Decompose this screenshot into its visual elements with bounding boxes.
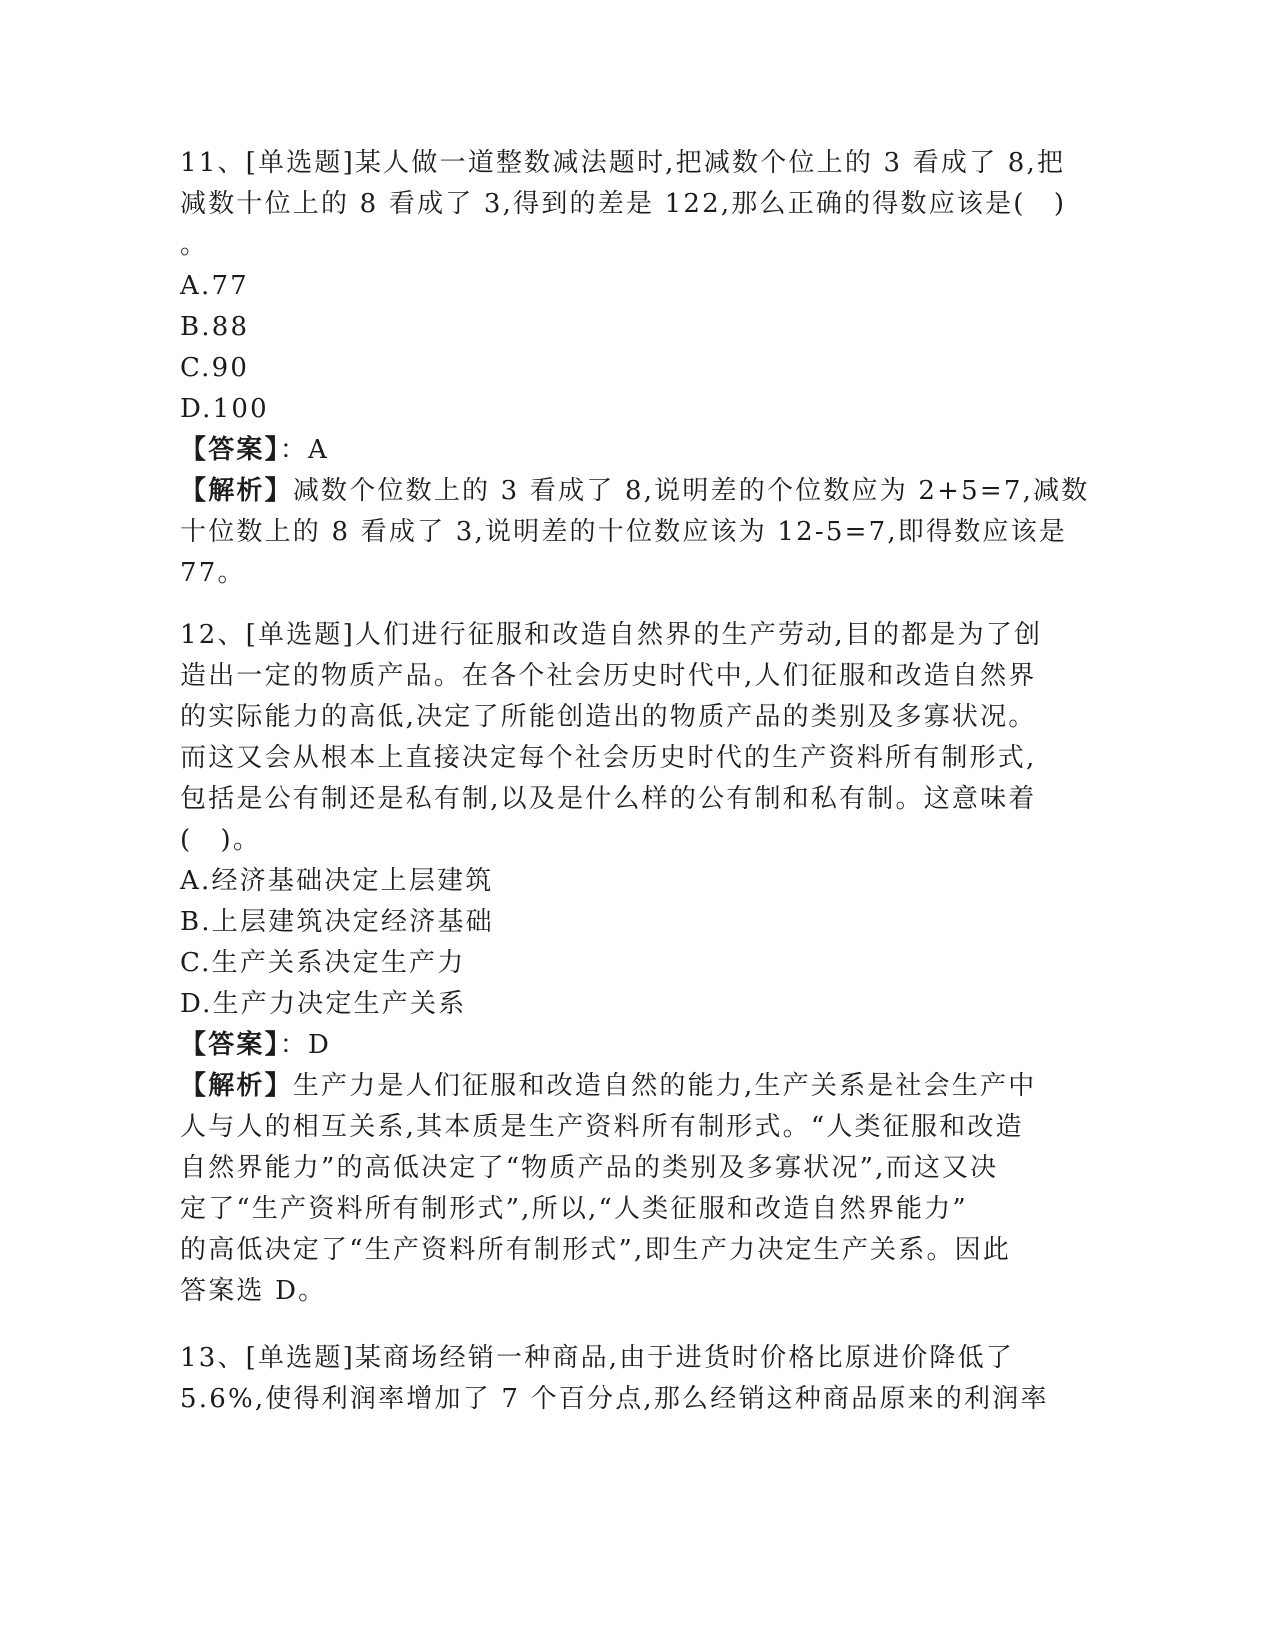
question-11-option-d: D.100 (180, 394, 269, 424)
question-12-analysis-line-1 (180, 1069, 1050, 1103)
answer-separator: ： (279, 435, 309, 465)
question-13-stem-line-2: 5.6%,使得利润率增加了 7 个百分点,那么经销这种商品原来的利润率 (180, 1384, 1049, 1414)
question-12-stem-line-4: 而这又会从根本上直接决定每个社会历史时代的生产资料所有制形式, (180, 743, 1037, 773)
analysis-text: 生产力是人们征服和改造自然的能力,生产关系是社会生产中 (292, 1071, 1037, 1101)
question-12-stem-line-1: 12、[单选题]人们进行征服和改造自然界的生产劳动,目的都是为了创 (180, 620, 1043, 650)
question-13-stem-line-1: 13、[单选题]某商场经销一种商品,由于进货时价格比原进价降低了 (180, 1343, 1015, 1373)
question-12-option-a: A.经济基础决定上层建筑 (180, 866, 494, 896)
question-11-analysis-line-3: 77。 (180, 558, 246, 588)
question-11-option-c: C.90 (180, 353, 250, 383)
question-11-analysis-line-1 (180, 474, 1090, 508)
answer-value: D (308, 1030, 332, 1060)
question-12-stem-line-3: 的实际能力的高低,决定了所能创造出的物质产品的类别及多寡状况。 (180, 702, 1037, 732)
answer-value: A (308, 435, 329, 465)
analysis-text: 减数个位数上的 3 看成了 8,说明差的个位数应为 2+5=7,减数 (292, 476, 1090, 506)
question-11-stem-line-2: 减数十位上的 8 看成了 3,得到的差是 122,那么正确的得数应该是( ) (180, 189, 1067, 219)
question-12-option-d: D.生产力决定生产关系 (180, 989, 467, 1019)
question-12-analysis-line-5: 的高低决定了“生产资料所有制形式”,即生产力决定生产关系。因此 (180, 1235, 1012, 1265)
question-12-analysis-line-6: 答案选 D。 (180, 1276, 327, 1306)
question-12-analysis-line-4: 定了“生产资料所有制形式”,所以,“人类征服和改造自然界能力” (180, 1194, 968, 1224)
question-11-option-b: B.88 (180, 312, 250, 342)
question-12-option-c: C.生产关系决定生产力 (180, 948, 466, 978)
question-11-stem-line-1: 11、[单选题]某人做一道整数减法题时,把减数个位上的 3 看成了 8,把 (180, 148, 1066, 178)
answer-separator: ： (279, 1030, 309, 1060)
question-12-stem-line-2: 造出一定的物质产品。在各个社会历史时代中,人们征服和改造自然界 (180, 661, 1037, 691)
question-11-analysis-line-2: 十位数上的 8 看成了 3,说明差的十位数应该为 12-5=7,即得数应该是 (180, 517, 1068, 547)
analysis-tag: 【解析】 (180, 476, 293, 506)
question-12-stem-line-6: ( )。 (180, 825, 262, 855)
question-12-option-b: B.上层建筑决定经济基础 (180, 907, 494, 937)
question-12-answer (180, 1028, 1050, 1062)
question-12-analysis-line-3: 自然界能力”的高低决定了“物质产品的类别及多寡状况”,而这又决 (180, 1153, 999, 1183)
answer-tag: 【答案】 (180, 1030, 280, 1060)
question-12-analysis-line-2: 人与人的相互关系,其本质是生产资料所有制形式。“人类征服和改造 (180, 1112, 1024, 1142)
question-11-stem-line-3: 。 (180, 230, 209, 260)
question-12-stem-line-5: 包括是公有制还是私有制,以及是什么样的公有制和私有制。这意味着 (180, 784, 1037, 814)
question-11-answer (180, 433, 1050, 467)
analysis-tag: 【解析】 (180, 1071, 293, 1101)
answer-tag: 【答案】 (180, 435, 280, 465)
question-11-option-a: A.77 (180, 271, 249, 301)
